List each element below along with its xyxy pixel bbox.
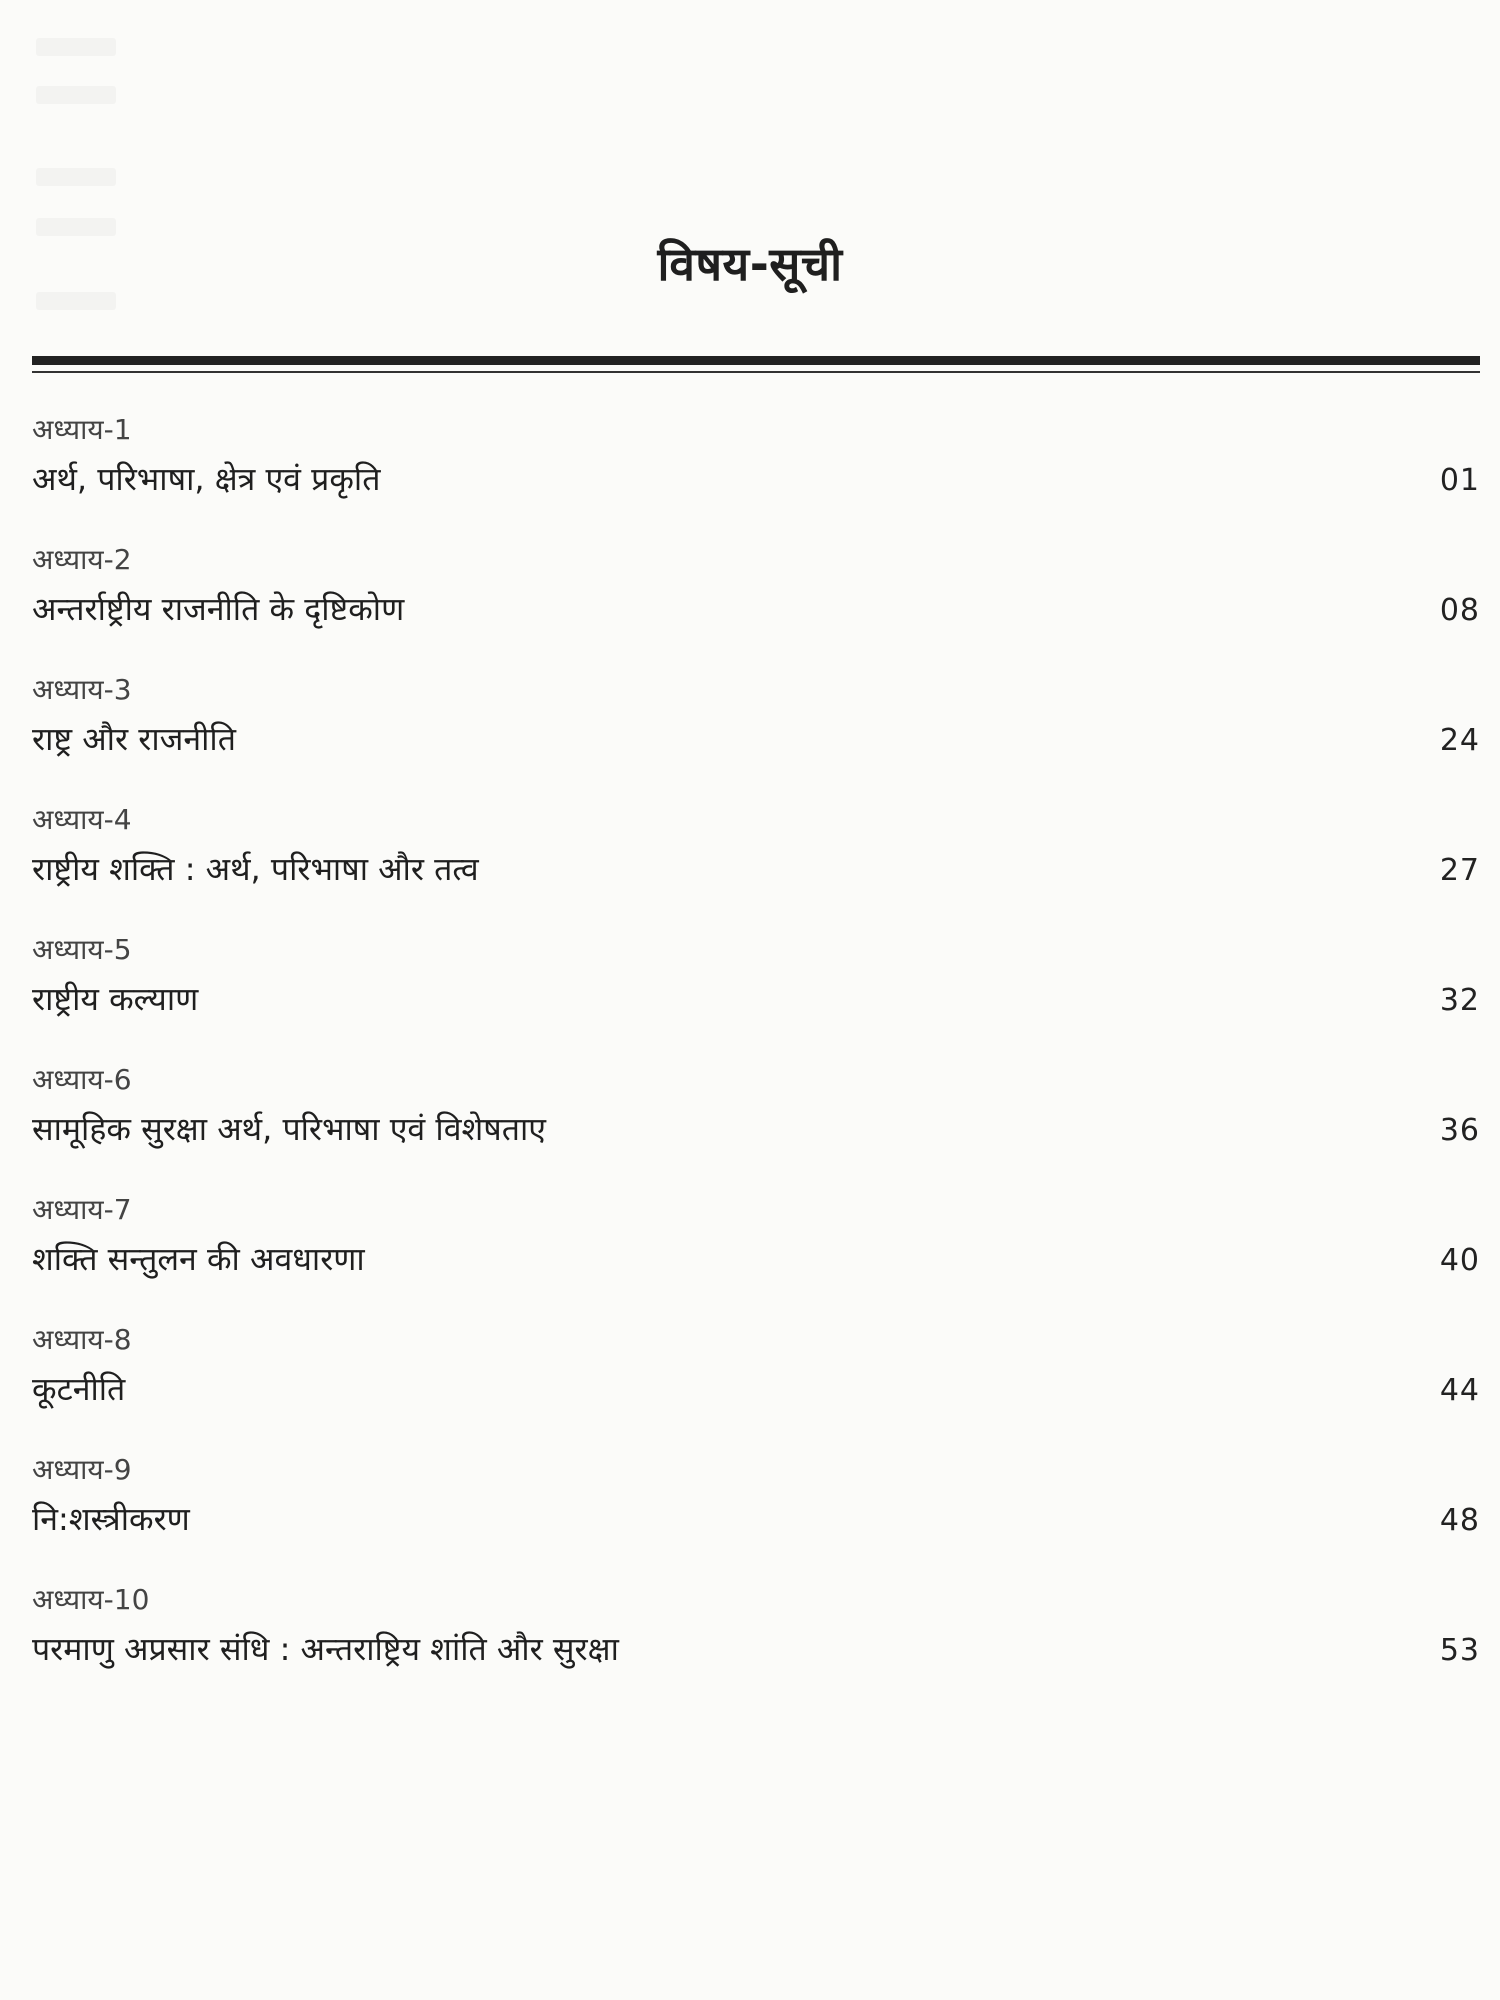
chapter-title: अर्थ, परिभाषा, क्षेत्र एवं प्रकृति [32,460,381,498]
toc-entry [32,540,1480,670]
chapter-title: राष्ट्रीय कल्याण [32,980,199,1018]
chapter-label: अध्याय-4 [32,803,132,836]
page-number: 48 [1439,1503,1480,1538]
chapter-label: अध्याय-1 [32,413,132,446]
toc-entry [32,1060,1480,1190]
chapter-title: अन्तर्राष्ट्रीय राजनीति के दृष्टिकोण [32,590,405,628]
chapter-label: अध्याय-10 [32,1583,150,1616]
title-divider-thin [32,371,1480,373]
toc-entry [32,800,1480,930]
chapter-label: अध्याय-8 [32,1323,132,1356]
faint-bleed-through-mark [36,168,116,186]
page-number: 24 [1439,723,1480,758]
page-number: 53 [1439,1633,1480,1668]
toc-entry [32,1580,1480,1710]
toc-entry [32,1190,1480,1320]
faint-bleed-through-mark [36,38,116,56]
chapter-label: अध्याय-3 [32,673,132,706]
chapter-label: अध्याय-7 [32,1193,132,1226]
chapter-title: परमाणु अप्रसार संधि : अन्तराष्ट्रिय शांति और सुरक्षा [32,1630,619,1668]
page-number: 36 [1439,1113,1480,1148]
page-number: 40 [1439,1243,1480,1278]
chapter-title: राष्ट्र और राजनीति [32,720,236,758]
page-number: 08 [1439,593,1480,628]
toc-entry [32,670,1480,800]
chapter-label: अध्याय-2 [32,543,132,576]
page-number: 27 [1439,853,1480,888]
chapter-title: राष्ट्रीय शक्ति : अर्थ, परिभाषा और तत्व [32,850,479,888]
title-divider-thick [32,356,1480,365]
chapter-label: अध्याय-5 [32,933,132,966]
toc-entry [32,1450,1480,1580]
toc-entry [32,410,1480,540]
faint-bleed-through-mark [36,86,116,104]
chapter-label: अध्याय-6 [32,1063,132,1096]
chapter-title: शक्ति सन्तुलन की अवधारणा [32,1240,365,1278]
chapter-title: कूटनीति [32,1370,126,1408]
chapter-label: अध्याय-9 [32,1453,132,1486]
page-title: विषय-सूची [657,237,843,291]
toc-list [32,410,1480,1710]
page-number: 44 [1439,1373,1480,1408]
toc-entry [32,1320,1480,1450]
chapter-title: नि:शस्त्रीकरण [32,1500,190,1538]
faint-bleed-through-mark [36,292,116,310]
page-number: 32 [1439,983,1480,1018]
page-number: 01 [1439,463,1480,498]
toc-entry [32,930,1480,1060]
chapter-title: सामूहिक सुरक्षा अर्थ, परिभाषा एवं विशेषताए [32,1110,546,1148]
